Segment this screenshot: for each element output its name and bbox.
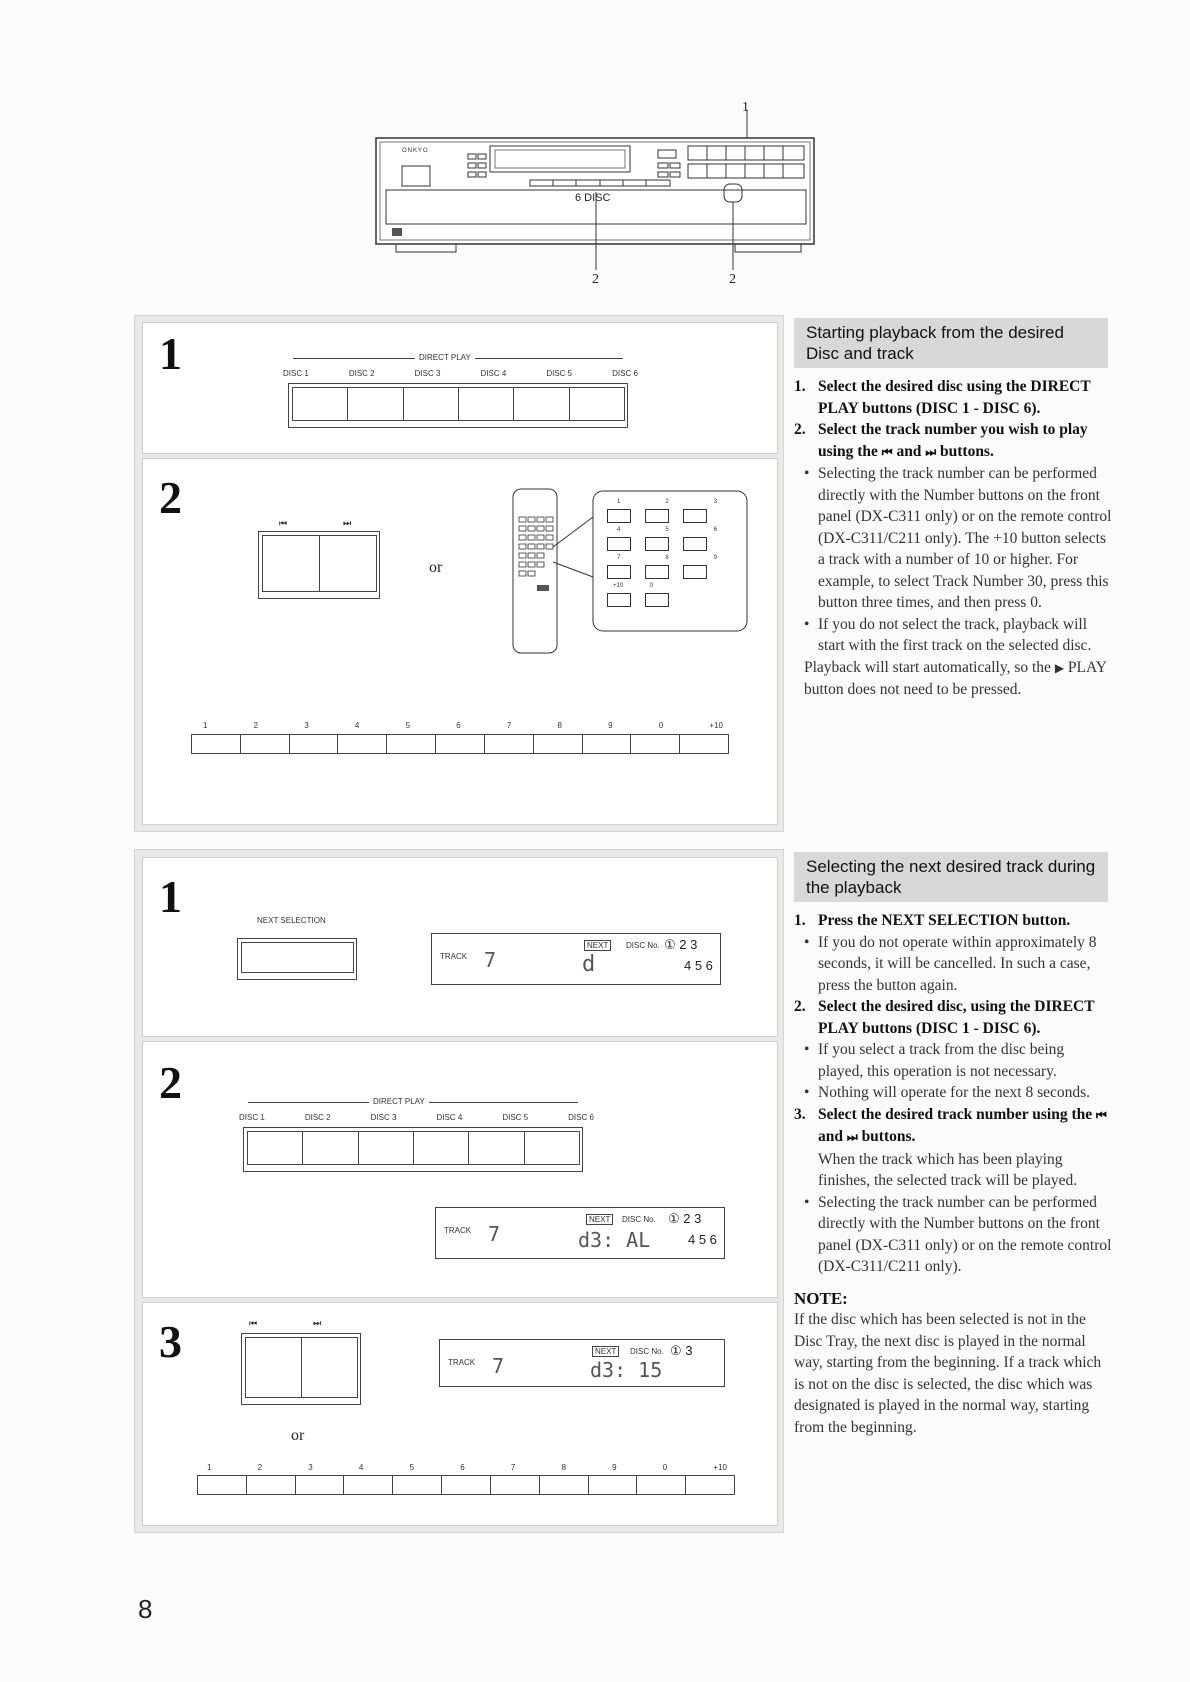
disc1-button[interactable] — [247, 1131, 303, 1165]
page-number: 8 — [138, 1594, 153, 1624]
note-text: If the disc which has been selected is not in the Disc Tray, the next disc is played in the normal way, starting from the beginning. If a track which is not on the disc is selected, the disc which was designated is played in the normal way, starting from the beginning. — [794, 1311, 1102, 1436]
remote-key-4[interactable] — [607, 537, 631, 551]
skip-back-icon: ⏮ — [881, 444, 893, 459]
number-button-0[interactable] — [637, 1476, 686, 1494]
step2-panel — [142, 458, 778, 825]
next-instructions: 1. Press the NEXT SELECTION button. • If you do not operate within approximately 8 seconds, it will be cancelled. In such a case, press the button again. 2. Select the desired disc, using the DIRECT PLAY buttons (DISC 1 - DISC 6). • If you select a track from the disc being played, this operation is not necessary. • Nothing will operate for the next 8 seconds. 3. Select the desired track number using the ⏮ and ⏭ buttons. When the track which has been playing finishes, the selected track will be played. • Selecting the track number can be performed directly with the Number buttons on the front panel (DX-C311 only) or on the remote control (DX-C311/C211 only). NOTE: If the disc which has been selected is not in the Disc Tray, the next disc is played in the normal way, starting from the beginning. If a track which is not on the disc is selected, the disc which was designated is played in the normal way, starting from the beginning. — [794, 910, 1112, 1438]
callout-2a: 2 — [592, 272, 599, 287]
next-step2-panel — [142, 1041, 778, 1298]
skip-back-icon: ⏮ — [279, 519, 288, 529]
callout-2b: 2 — [729, 272, 736, 287]
number-button-2[interactable] — [247, 1476, 296, 1494]
number-button-3[interactable] — [296, 1476, 345, 1494]
number-labels: 1 2 3 4 5 6 7 8 9 0 +10 — [207, 1463, 727, 1472]
skip-forward-icon: ⏭ — [313, 1319, 322, 1329]
skip-back-button[interactable] — [245, 1337, 302, 1398]
number-button-7[interactable] — [485, 735, 534, 753]
number-button-7[interactable] — [491, 1476, 540, 1494]
next-step1-panel — [142, 857, 778, 1037]
number-button-6[interactable] — [436, 735, 485, 753]
number-button-9[interactable] — [589, 1476, 638, 1494]
disc3-button[interactable] — [358, 1131, 414, 1165]
direct-play-label: DIRECT PLAY — [369, 1097, 429, 1106]
remote-key-9[interactable] — [683, 565, 707, 579]
remote-key-6[interactable] — [683, 537, 707, 551]
direct-play-label: DIRECT PLAY — [415, 353, 475, 362]
disc3-button[interactable] — [403, 387, 459, 421]
step-number: 1 — [159, 871, 182, 922]
step-number: 3 — [159, 1316, 182, 1367]
disc1-button[interactable] — [292, 387, 348, 421]
remote-key-8[interactable] — [645, 565, 669, 579]
disc4-button[interactable] — [413, 1131, 469, 1165]
skip-back-icon: ⏮ — [249, 1319, 258, 1329]
remote-key-plus10[interactable] — [607, 593, 631, 607]
skip-forward-icon: ⏭ — [846, 1130, 858, 1144]
display-panel-3: TRACK 7 NEXT DISC No. d3: 15 ① 3 — [439, 1339, 725, 1387]
skip-forward-button[interactable] — [301, 1337, 358, 1398]
next-selection-label: NEXT SELECTION — [257, 916, 326, 925]
or-text: or — [291, 1427, 305, 1444]
disc5-button[interactable] — [468, 1131, 524, 1165]
skip-forward-button[interactable] — [319, 535, 377, 592]
number-button-1[interactable] — [192, 735, 241, 753]
number-buttons — [191, 734, 729, 754]
number-labels: 1 2 3 4 5 6 7 8 9 0 +10 — [203, 721, 723, 730]
skip-buttons — [258, 531, 380, 599]
remote-key-0[interactable] — [645, 593, 669, 607]
skip-buttons — [241, 1333, 361, 1405]
remote-number-keypad: 1 2 3 4 5 6 7 8 9 +10 0 — [605, 499, 725, 619]
number-button-0[interactable] — [631, 735, 680, 753]
play-icon: ▶ — [1054, 660, 1065, 675]
or-text: or — [429, 559, 443, 576]
callout-1: 1 — [742, 100, 749, 115]
disc5-button[interactable] — [513, 387, 569, 421]
disc4-button[interactable] — [458, 387, 514, 421]
section-heading-start: Starting playback from the desired Disc and track — [794, 318, 1108, 368]
number-button-plus10[interactable] — [680, 735, 728, 753]
number-button-plus10[interactable] — [686, 1476, 734, 1494]
disc-labels: DISC 1 DISC 2 DISC 3 DISC 4 DISC 5 DISC 6 — [283, 369, 638, 378]
step-number: 2 — [159, 472, 182, 523]
number-button-1[interactable] — [198, 1476, 247, 1494]
step1-panel — [142, 322, 778, 454]
skip-back-button[interactable] — [262, 535, 320, 592]
remote-key-1[interactable] — [607, 509, 631, 523]
number-button-8[interactable] — [540, 1476, 589, 1494]
remote-key-7[interactable] — [607, 565, 631, 579]
disc6-button[interactable] — [524, 1131, 580, 1165]
start-instructions: 1. Select the desired disc using the DIRECT PLAY buttons (DISC 1 - DISC 6). 2. Select the track number you wish to play using the ⏮ and ⏭ buttons. • Selecting the track number can be performed directly with the Number buttons on the front panel (DX-C311 only) or on the remote control (DX-C311/C211 only). The +10 button selects a track with a number of 10 or higher. For example, to select Track Number 30, press this button three times, and then press 0. • If you do not select the track, playback will start with the first track on the selected disc. Playback will start automatically, so the ▶ PLAY button does not need to be pressed. — [794, 378, 1112, 698]
brand-logo: ONKYO — [402, 148, 429, 154]
number-button-2[interactable] — [241, 735, 290, 753]
remote-key-5[interactable] — [645, 537, 669, 551]
next-selection-button[interactable] — [237, 938, 357, 980]
step-number: 1 — [159, 328, 182, 379]
step-number: 2 — [159, 1057, 182, 1108]
disc2-button[interactable] — [347, 387, 403, 421]
direct-play-buttons — [243, 1127, 583, 1172]
number-button-5[interactable] — [393, 1476, 442, 1494]
skip-forward-icon: ⏭ — [343, 519, 352, 529]
number-button-4[interactable] — [344, 1476, 393, 1494]
next-step3-panel — [142, 1302, 778, 1526]
direct-play-buttons — [288, 383, 628, 428]
section-heading-next: Selecting the next desired track during the playback — [794, 852, 1108, 902]
disc6-button[interactable] — [569, 387, 625, 421]
number-button-3[interactable] — [290, 735, 339, 753]
skip-back-icon: ⏮ — [1096, 1107, 1107, 1122]
display-panel-1: TRACK 7 NEXT DISC No. d ① 2 3 4 5 6 — [431, 933, 721, 985]
number-button-4[interactable] — [338, 735, 387, 753]
note-title: NOTE: — [794, 1288, 848, 1308]
remote-key-3[interactable] — [683, 509, 707, 523]
number-button-6[interactable] — [442, 1476, 491, 1494]
number-button-8[interactable] — [534, 735, 583, 753]
disc-labels: DISC 1 DISC 2 DISC 3 DISC 4 DISC 5 DISC 6 — [239, 1113, 594, 1122]
remote-key-2[interactable] — [645, 509, 669, 523]
display-panel-2: TRACK 7 NEXT DISC No. d3: AL ① 2 3 4 5 6 — [435, 1207, 725, 1259]
number-button-5[interactable] — [387, 735, 436, 753]
number-buttons — [197, 1475, 735, 1495]
number-button-9[interactable] — [583, 735, 632, 753]
device-illustration — [370, 100, 820, 290]
disc-label: 6 DISC — [575, 192, 611, 204]
skip-forward-icon: ⏭ — [925, 444, 937, 459]
disc2-button[interactable] — [302, 1131, 358, 1165]
